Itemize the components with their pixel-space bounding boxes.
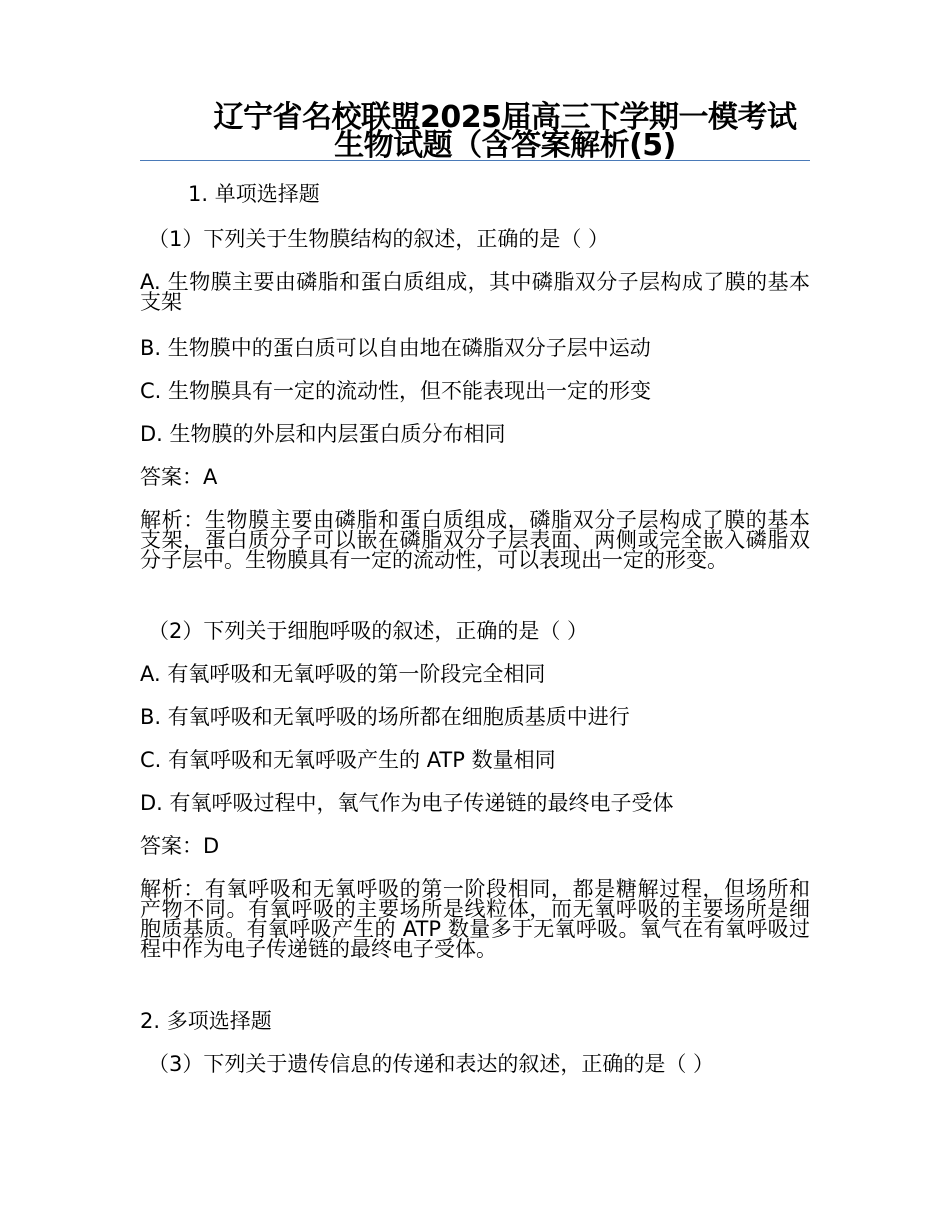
question-1-answer: 答案：A (140, 465, 218, 489)
document-title: 辽宁省名校联盟2025届高三下学期一模考试生物试题（含答案解析(5) (213, 100, 797, 163)
section-heading-single-choice: 1. 单项选择题 (188, 182, 320, 206)
section-heading-multiple-choice: 2. 多项选择题 (140, 1009, 272, 1033)
question-1-option-d: D. 生物膜的外层和内层蛋白质分布相同 (140, 422, 506, 446)
question-2-option-d: D. 有氧呼吸过程中，氧气作为电子传递链的最终电子受体 (140, 791, 674, 815)
question-2-option-b: B. 有氧呼吸和无氧呼吸的场所都在细胞质基质中进行 (140, 705, 630, 729)
question-1-option-a: A. 生物膜主要由磷脂和蛋白质组成，其中磷脂双分子层构成了膜的基本支架 (140, 270, 810, 314)
question-3-stem: （3）下列关于遗传信息的传递和表达的叙述，正确的是（ ） (148, 1052, 715, 1076)
question-1-option-c: C. 生物膜具有一定的流动性，但不能表现出一定的形变 (140, 379, 652, 403)
question-2-option-c: C. 有氧呼吸和无氧呼吸产生的 ATP 数量相同 (140, 748, 556, 772)
title-divider (140, 160, 810, 161)
question-2-stem: （2）下列关于细胞呼吸的叙述，正确的是（ ） (148, 619, 589, 643)
question-1-analysis: 解析：生物膜主要由磷脂和蛋白质组成，磷脂双分子层构成了膜的基本支架，蛋白质分子可以嵌在磷脂双分子层表面、两侧或完全嵌入磷脂双分子层中。生物膜具有一定的流动性，可以表现出一定的形变。 (140, 508, 810, 572)
question-2-answer: 答案：D (140, 834, 220, 858)
question-1-stem: （1）下列关于生物膜结构的叙述，正确的是（ ） (148, 227, 610, 251)
question-2-option-a: A. 有氧呼吸和无氧呼吸的第一阶段完全相同 (140, 662, 546, 686)
question-1-option-b: B. 生物膜中的蛋白质可以自由地在磷脂双分子层中运动 (140, 336, 651, 360)
question-2-analysis: 解析：有氧呼吸和无氧呼吸的第一阶段相同，都是糖解过程，但场所和产物不同。有氧呼吸的主要场所是线粒体，而无氧呼吸的主要场所是细胞质基质。有氧呼吸产生的 ATP 数量多于无氧呼吸。氧气在有氧呼吸过程中作为电子传递链的最终电子受体。 (140, 877, 810, 961)
